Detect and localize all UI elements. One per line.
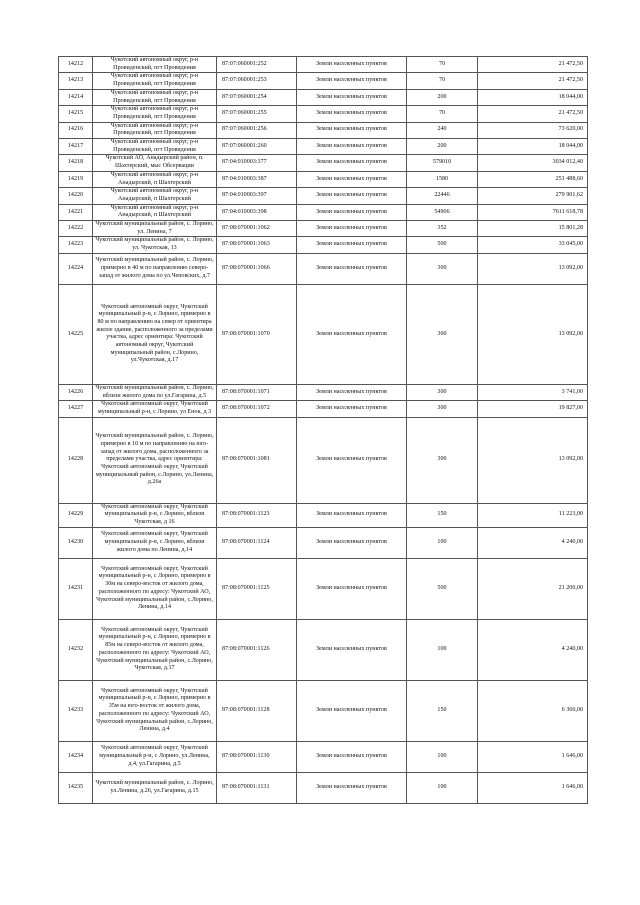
row-number: 14225 [59,284,93,384]
land-plots-table [58,56,588,804]
row-number: 14222 [59,221,93,237]
table-row [59,139,588,155]
table-row [59,171,588,187]
row-number: 14214 [59,89,93,105]
row-address: Чукотский автономный округ, Чукотский муниципальный р-н, с Лорино, примерно в 35м на юго-восток от жилого дома, расположенного по адресу: Чукотский АО, Чукотский муниципальный район, с.Лорино, Ленина, д.4 [93,680,217,741]
row-cadastral-number: 87:07:060001:256 [217,122,297,138]
table-row [59,73,588,89]
row-number: 14232 [59,619,93,680]
row-number: 14231 [59,558,93,619]
row-address: Чукотский автономный округ, р-н Провиденский, пгт Провидения [93,106,217,122]
row-area: 240 [407,122,478,138]
row-land-category: Земли населенных пунктов [297,741,407,772]
row-number: 14224 [59,253,93,284]
row-cadastral-value: 4 240,00 [478,619,588,680]
table-row [59,741,588,772]
row-cadastral-number: 87:04:010003:397 [217,188,297,204]
row-address: Чукотский автономный округ, Чукотский муниципальный р-н, с Лорино, примерно в 30м на северо-восток от жилого дома, расположенного по адресу: Чукотский АО, Чукотский муниципальный район, с.Лорино, Ленина, д.14 [93,558,217,619]
row-cadastral-number: 87:08:070001:1070 [217,284,297,384]
row-cadastral-value: 18 044,00 [478,89,588,105]
row-land-category: Земли населенных пунктов [297,237,407,253]
row-cadastral-number: 87:04:010003:377 [217,155,297,171]
row-area: 200 [407,139,478,155]
row-cadastral-number: 87:08:070001:1063 [217,237,297,253]
table-row [59,237,588,253]
row-address: Чукотский автономный округ, р-н Провиденский, пгт Провидения [93,73,217,89]
row-cadastral-number: 87:07:060001:252 [217,57,297,73]
row-cadastral-value: 1 646,00 [478,741,588,772]
row-area: 300 [407,401,478,417]
row-land-category: Земли населенных пунктов [297,417,407,503]
row-cadastral-value: 13 092,00 [478,284,588,384]
row-land-category: Земли населенных пунктов [297,122,407,138]
row-land-category: Земли населенных пунктов [297,155,407,171]
table-row [59,188,588,204]
row-cadastral-number: 87:08:070001:1062 [217,221,297,237]
row-area: 300 [407,253,478,284]
row-land-category: Земли населенных пунктов [297,253,407,284]
table-row [59,284,588,384]
row-number: 14235 [59,772,93,803]
row-land-category: Земли населенных пунктов [297,680,407,741]
row-cadastral-number: 87:07:060001:255 [217,106,297,122]
row-number: 14229 [59,503,93,527]
row-cadastral-value: 1 646,00 [478,772,588,803]
row-cadastral-value: 21 472,50 [478,57,588,73]
row-land-category: Земли населенных пунктов [297,384,407,400]
row-address: Чукотский автономный округ, р-н Анадырский, п Шахтерский [93,204,217,220]
row-cadastral-number: 87:08:070001:1130 [217,741,297,772]
row-address: Чукотский АО, Анадырский район, п. Шахтерский, мыс Обсервации [93,155,217,171]
row-cadastral-number: 87:07:060001:253 [217,73,297,89]
row-cadastral-number: 87:07:060001:260 [217,139,297,155]
row-cadastral-number: 87:08:070001:1126 [217,619,297,680]
row-address: Чукотский муниципальный район, с. Лорино, ул.Ленина, д.26, ул.Гагарина, д.15 [93,772,217,803]
row-number: 14230 [59,527,93,558]
row-address: Чукотский автономный округ, Чукотский муниципальный р-н, с Лорино, ул.Ленина, д.4, ул.Гагарина, д.5 [93,741,217,772]
row-land-category: Земли населенных пунктов [297,139,407,155]
row-number: 14220 [59,188,93,204]
table-row [59,204,588,220]
row-number: 14216 [59,122,93,138]
row-cadastral-number: 87:04:010003:398 [217,204,297,220]
row-cadastral-value: 7611 618,78 [478,204,588,220]
row-number: 14234 [59,741,93,772]
row-number: 14228 [59,417,93,503]
row-area: 500 [407,558,478,619]
table-row [59,89,588,105]
table-row [59,155,588,171]
row-cadastral-value: 251 488,60 [478,171,588,187]
table-row [59,527,588,558]
row-address: Чукотский автономный округ, Чукотский муниципальный р-н, с Лорино, вблизи жилого дома по Ленина, д.14 [93,527,217,558]
row-cadastral-value: 13 092,00 [478,417,588,503]
row-area: 200 [407,89,478,105]
row-land-category: Земли населенных пунктов [297,89,407,105]
row-area: 22446 [407,188,478,204]
row-land-category: Земли населенных пунктов [297,73,407,89]
row-land-category: Земли населенных пунктов [297,503,407,527]
row-land-category: Земли населенных пунктов [297,401,407,417]
table-row [59,619,588,680]
table-row [59,680,588,741]
table-body [59,57,588,804]
row-number: 14233 [59,680,93,741]
row-area: 100 [407,619,478,680]
row-cadastral-value: 15 801,28 [478,221,588,237]
row-cadastral-value: 13 092,00 [478,253,588,284]
row-cadastral-value: 19 827,00 [478,401,588,417]
row-area: 100 [407,741,478,772]
row-area: 150 [407,503,478,527]
row-cadastral-number: 87:08:070001:1125 [217,558,297,619]
row-land-category: Земли населенных пунктов [297,221,407,237]
row-address: Чукотский автономный округ, р-н Провиденский, пгт Провидения [93,89,217,105]
row-area: 150 [407,680,478,741]
row-address: Чукотский автономный округ, Чукотский муниципальный р-н, с Лорино, примерно в 80 м по направлению на север от ориентира жилое здание, расположенного за пределами участка, адрес ориентира: Чукотский автономный округ, Чукотский муниципальный район, с.Лорино, ул.Чукотская, д.17 [93,284,217,384]
row-address: Чукотский муниципальный район, с. Лорино, ул. Ленина, 7 [93,221,217,237]
row-cadastral-number: 87:07:060001:254 [217,89,297,105]
row-address: Чукотский автономный округ, Чукотский муниципальный р-н, с Лорино, вблизи Чукотская, д 16 [93,503,217,527]
row-land-category: Земли населенных пунктов [297,527,407,558]
row-cadastral-number: 87:08:070001:1124 [217,527,297,558]
row-number: 14212 [59,57,93,73]
table-row [59,57,588,73]
table-row [59,558,588,619]
row-number: 14213 [59,73,93,89]
row-number: 14226 [59,384,93,400]
table-row [59,772,588,803]
table-row [59,417,588,503]
row-address: Чукотский муниципальный район, с. Лорино, примерно в 10 м по направлению на юго-запад от жилого дома, расположенного за пределами участка, адрес ориентира: Чукотский автономный округ, Чукотский муниципальный район, с.Лорино, ул.Ленина, д.26а [93,417,217,503]
row-address: Чукотский муниципальный район, с. Лорино, ул. Чукотская, 13 [93,237,217,253]
row-address: Чукотский муниципальный район, с. Лорино, примерно в 40 м по направлению северо-запад от жилого дома по ул.Чеповских, д.7 [93,253,217,284]
row-land-category: Земли населенных пунктов [297,106,407,122]
table-row [59,401,588,417]
row-number: 14218 [59,155,93,171]
row-area: 100 [407,772,478,803]
row-cadastral-value: 21 200,00 [478,558,588,619]
row-cadastral-value: 6 360,00 [478,680,588,741]
row-cadastral-value: 3 741,00 [478,384,588,400]
row-number: 14223 [59,237,93,253]
row-cadastral-number: 87:08:070001:1081 [217,417,297,503]
table-row [59,253,588,284]
row-cadastral-value: 4 240,00 [478,527,588,558]
table-row [59,106,588,122]
row-area: 54906 [407,204,478,220]
row-number: 14221 [59,204,93,220]
row-cadastral-number: 87:04:010003:387 [217,171,297,187]
row-cadastral-number: 87:08:070001:1131 [217,772,297,803]
row-number: 14217 [59,139,93,155]
row-address: Чукотский автономный округ, р-н Провиденский, пгт Провидения [93,57,217,73]
row-cadastral-value: 18 044,00 [478,139,588,155]
row-area: 352 [407,221,478,237]
row-cadastral-value: 73 620,00 [478,122,588,138]
row-area: 300 [407,384,478,400]
row-area: 70 [407,106,478,122]
row-area: 300 [407,417,478,503]
table-row [59,122,588,138]
row-area: 300 [407,284,478,384]
row-cadastral-number: 87:08:070001:1066 [217,253,297,284]
row-address: Чукотский муниципальный район, с. Лорино, вблизи жилого дома по ул.Гагарина, д.5 [93,384,217,400]
row-cadastral-value: 21 472,50 [478,73,588,89]
row-cadastral-number: 87:08:070001:1072 [217,401,297,417]
table-row [59,384,588,400]
row-number: 14215 [59,106,93,122]
row-address: Чукотский автономный округ, р-н Провиденский, пгт Провидения [93,139,217,155]
row-cadastral-value: 279 901,62 [478,188,588,204]
row-area: 70 [407,57,478,73]
row-area: 70 [407,73,478,89]
table-row [59,221,588,237]
row-area: 1580 [407,171,478,187]
row-cadastral-number: 87:08:070001:1123 [217,503,297,527]
row-address: Чукотский автономный округ, Чукотский муниципальный р-н, с Лорино, ул Енок, д 3 [93,401,217,417]
row-land-category: Земли населенных пунктов [297,772,407,803]
row-cadastral-value: 3034 012,40 [478,155,588,171]
row-cadastral-value: 21 472,50 [478,106,588,122]
row-cadastral-number: 87:08:070001:1071 [217,384,297,400]
row-land-category: Земли населенных пунктов [297,619,407,680]
row-cadastral-value: 33 045,00 [478,237,588,253]
row-land-category: Земли населенных пунктов [297,188,407,204]
row-land-category: Земли населенных пунктов [297,284,407,384]
row-address: Чукотский автономный округ, Чукотский муниципальный р-н, с Лорино, примерно в 85м на северо-восток от жилого дома, расположенного по адресу: Чукотский АО, Чукотский муниципальный район, с.Лорино, Чукотская, д.17 [93,619,217,680]
row-address: Чукотский автономный округ, р-н Анадырский, п Шахтерский [93,171,217,187]
row-area: 500 [407,237,478,253]
row-number: 14227 [59,401,93,417]
row-address: Чукотский автономный округ, р-н Анадырский, п Шахтерский [93,188,217,204]
row-area: 100 [407,527,478,558]
row-address: Чукотский автономный округ, р-н Провиденский, пгт Провидения [93,122,217,138]
row-land-category: Земли населенных пунктов [297,171,407,187]
row-area: 579010 [407,155,478,171]
row-land-category: Земли населенных пунктов [297,558,407,619]
row-land-category: Земли населенных пунктов [297,57,407,73]
table-row [59,503,588,527]
row-cadastral-number: 87:08:070001:1128 [217,680,297,741]
row-land-category: Земли населенных пунктов [297,204,407,220]
row-cadastral-value: 11 223,00 [478,503,588,527]
row-number: 14219 [59,171,93,187]
